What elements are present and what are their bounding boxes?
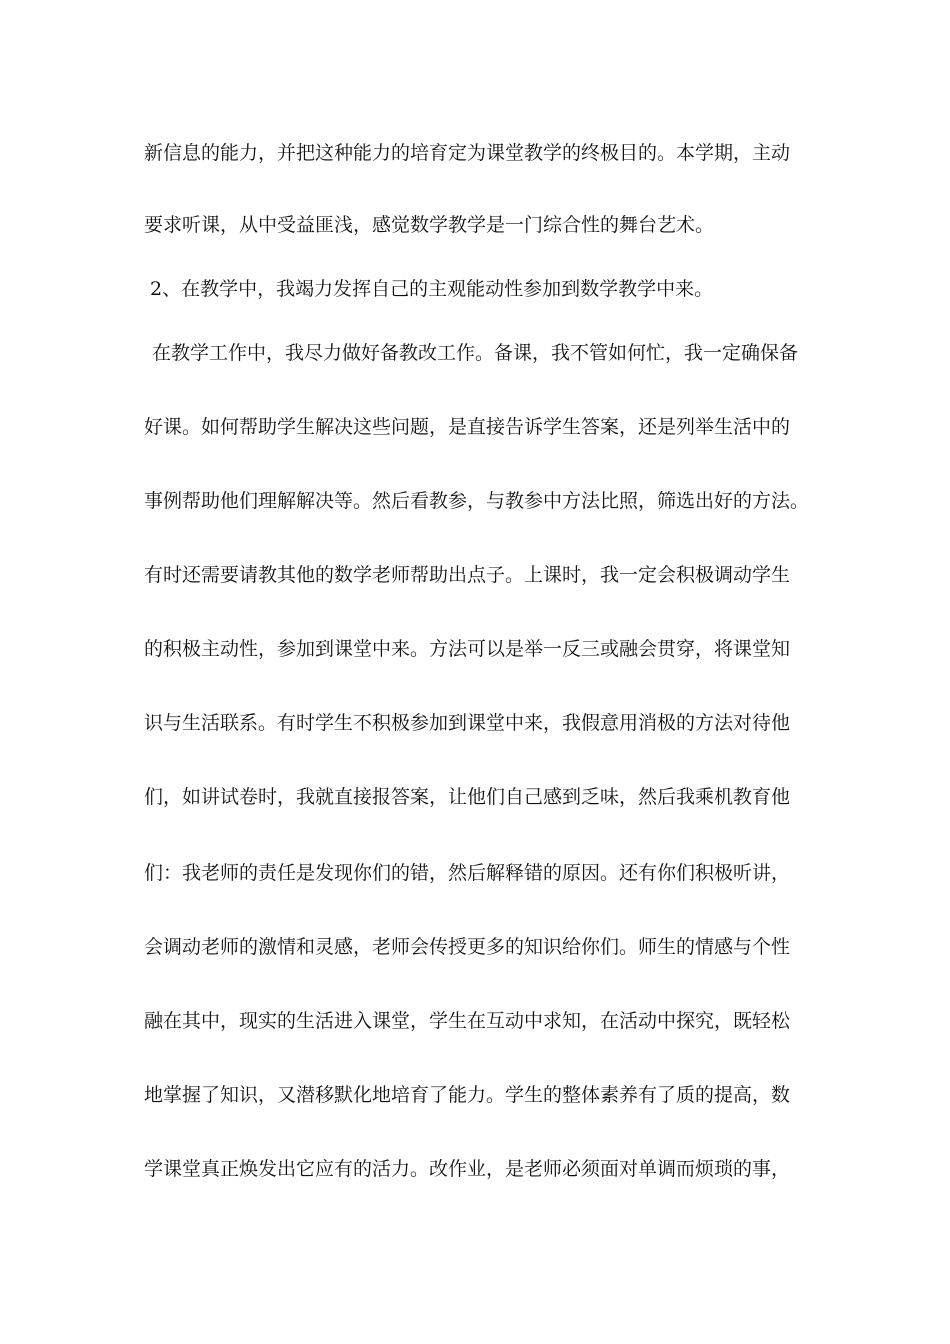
text-line-14: 地掌握了知识，又潜移默化地培育了能力。学生的整体素养有了质的提高，数: [144, 1084, 791, 1106]
numbered-heading: [150, 276, 830, 302]
text-line-7: 有时还需要请教其他的数学老师帮助出点子。上课时，我一定会积极调动学生: [144, 564, 791, 586]
text-line-2: 要求听课，从中受益匪浅，感觉数学教学是一门综合性的舞台艺术。: [144, 214, 715, 236]
text-line-5: 好课。如何帮助学生解决这些问题，是直接告诉学生答案，还是列举生活中的: [144, 416, 791, 438]
text-line-1: 新信息的能力，并把这种能力的培育定为课堂教学的终极目的。本学期，主动: [144, 142, 791, 164]
text-line-15: 学课堂真正焕发出它应有的活力。改作业，是老师必须面对单调而烦琐的事，: [144, 1158, 791, 1180]
text-line-8: 的积极主动性，参加到课堂中来。方法可以是举一反三或融会贯穿，将课堂知: [144, 638, 791, 660]
text-line-12: 会调动老师的激情和灵感，老师会传授更多的知识给你们。师生的情感与个性: [144, 936, 791, 958]
item-number: 2、: [150, 278, 182, 300]
text-line-13: 融在其中，现实的生活进入课堂，学生在互动中求知，在活动中探究，既轻松: [144, 1010, 791, 1032]
text-line-6: 事例帮助他们理解解决等。然后看教参，与教参中方法比照，筛选出好的方法。: [144, 490, 810, 512]
text-line-4: 在教学工作中，我尽力做好备教改工作。备课，我不管如何忙，我一定确保备: [152, 342, 799, 364]
text-line-11: 们：我老师的责任是发现你们的错，然后解释错的原因。还有你们积极听讲，: [144, 862, 791, 884]
numbered-heading-text: 在教学中，我竭力发挥自己的主观能动性参加到数学教学中来。: [181, 278, 714, 300]
text-line-10: 们，如讲试卷时，我就直接报答案，让他们自己感到乏味，然后我乘机教育他: [144, 786, 791, 808]
text-line-9: 识与生活联系。有时学生不积极参加到课堂中来，我假意用消极的方法对待他: [144, 712, 791, 734]
